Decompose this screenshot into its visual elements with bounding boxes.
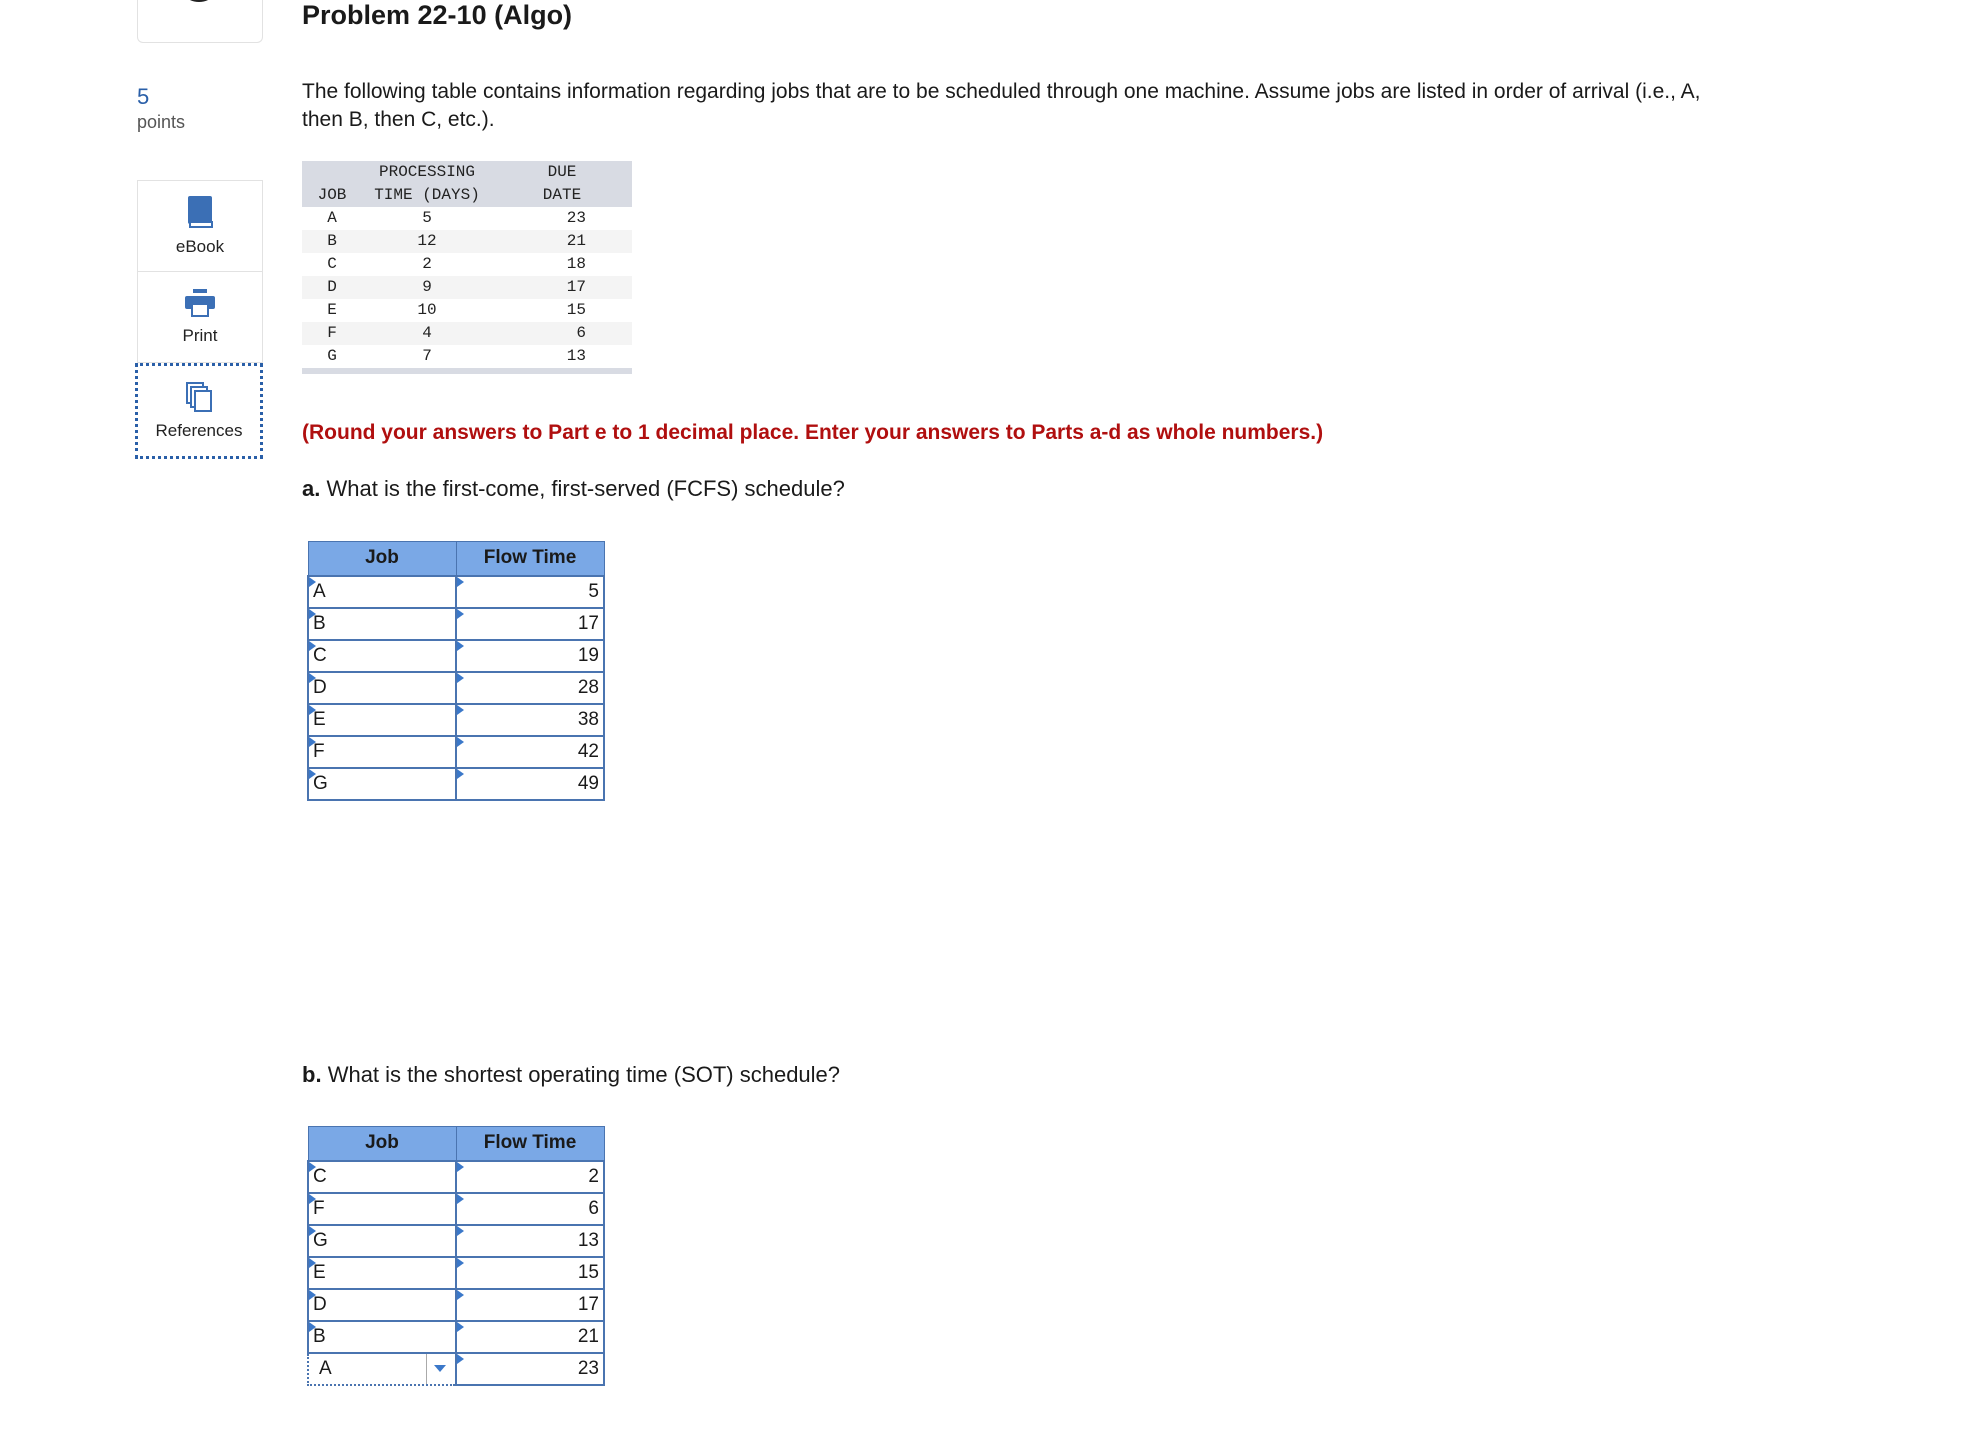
jobs-data-table <box>302 161 632 374</box>
table-row <box>308 672 604 704</box>
job-select[interactable]: G <box>308 1225 456 1257</box>
job-select[interactable]: G <box>308 768 456 800</box>
flow-time-input[interactable]: 49 <box>456 768 604 800</box>
sot-answer-table <box>307 1126 605 1386</box>
job-select[interactable]: B <box>308 1321 456 1353</box>
print-label: Print <box>182 326 218 345</box>
job-select[interactable]: A <box>308 576 456 608</box>
job-select[interactable]: C <box>308 640 456 672</box>
problem-title: Problem 22-10 (Algo) <box>302 0 573 30</box>
table-row <box>308 640 604 672</box>
flow-time-input[interactable]: 6 <box>456 1193 604 1225</box>
table-row <box>308 576 604 608</box>
table-row <box>308 1289 604 1321</box>
job-select[interactable]: D <box>308 672 456 704</box>
flow-time-input[interactable]: 28 <box>456 672 604 704</box>
flow-time-input[interactable]: 21 <box>456 1321 604 1353</box>
chevron-down-icon[interactable] <box>426 1354 453 1384</box>
table-row: E 10 15 <box>327 301 586 319</box>
header-job: JOB <box>302 161 362 207</box>
job-select[interactable]: E <box>308 1257 456 1289</box>
problem-intro: The following table contains information regarding jobs that are to be scheduled through one machine. Assume jobs are listed in order of arrival (i.e., A, then B, then C, etc.). <box>302 80 1701 131</box>
job-select[interactable]: F <box>308 1193 456 1225</box>
table-row <box>308 1257 604 1289</box>
question-number-badge <box>178 0 220 2</box>
references-label: References <box>155 421 243 440</box>
flow-time-input[interactable]: 13 <box>456 1225 604 1257</box>
question-number-card <box>137 0 263 43</box>
table-row <box>308 1161 604 1193</box>
flow-time-input[interactable]: 17 <box>456 608 604 640</box>
header-due-date: DUE DATE <box>492 161 632 207</box>
flow-time-input[interactable]: 2 <box>456 1161 604 1193</box>
ebook-button[interactable] <box>138 181 262 272</box>
table-row <box>308 1193 604 1225</box>
table-row: A 5 23 <box>327 209 586 227</box>
flow-time-input[interactable]: 42 <box>456 736 604 768</box>
references-button[interactable] <box>135 363 263 459</box>
flow-time-input[interactable]: 5 <box>456 576 604 608</box>
job-select[interactable]: B <box>308 608 456 640</box>
job-select-active[interactable]: A <box>308 1353 456 1385</box>
flow-time-input[interactable]: 38 <box>456 704 604 736</box>
table-row <box>308 1225 604 1257</box>
table-row: F 4 6 <box>302 322 632 345</box>
points-value: 5 <box>137 84 150 109</box>
points-label: points <box>137 112 186 132</box>
fcfs-header-job: Job <box>308 542 456 576</box>
job-select[interactable]: F <box>308 736 456 768</box>
flow-time-input[interactable]: 19 <box>456 640 604 672</box>
question-b: b. What is the shortest operating time (SOT) schedule? <box>302 1062 841 1087</box>
flow-time-input[interactable]: 23 <box>456 1353 604 1385</box>
ebook-label: eBook <box>175 237 225 256</box>
sot-header-job: Job <box>308 1127 456 1161</box>
table-row: G 7 13 <box>327 347 586 365</box>
table-row <box>308 736 604 768</box>
table-row <box>308 1353 604 1385</box>
print-button[interactable] <box>138 272 262 363</box>
header-processing-time: PROCESSING TIME (DAYS) <box>362 161 492 207</box>
rounding-instructions: (Round your answers to Part e to 1 decimal place. Enter your answers to Parts a-d as whole numbers.) <box>302 421 1324 444</box>
documents-icon <box>185 381 213 413</box>
job-select[interactable]: E <box>308 704 456 736</box>
job-select[interactable]: C <box>308 1161 456 1193</box>
sot-header-flow-time: Flow Time <box>456 1127 604 1161</box>
table-row: C 2 18 <box>327 255 586 273</box>
tools-panel <box>137 180 263 440</box>
table-row <box>308 608 604 640</box>
table-row: B 12 21 <box>302 230 632 253</box>
fcfs-header-flow-time: Flow Time <box>456 542 604 576</box>
table-row <box>308 1321 604 1353</box>
question-a: a. What is the first-come, first-served (FCFS) schedule? <box>302 476 845 501</box>
job-select[interactable]: D <box>308 1289 456 1321</box>
book-icon <box>186 195 214 229</box>
printer-icon <box>184 288 216 318</box>
table-row: D 9 17 <box>302 276 632 299</box>
flow-time-input[interactable]: 15 <box>456 1257 604 1289</box>
fcfs-answer-table <box>307 541 605 801</box>
table-row <box>308 704 604 736</box>
table-row <box>308 768 604 800</box>
flow-time-input[interactable]: 17 <box>456 1289 604 1321</box>
